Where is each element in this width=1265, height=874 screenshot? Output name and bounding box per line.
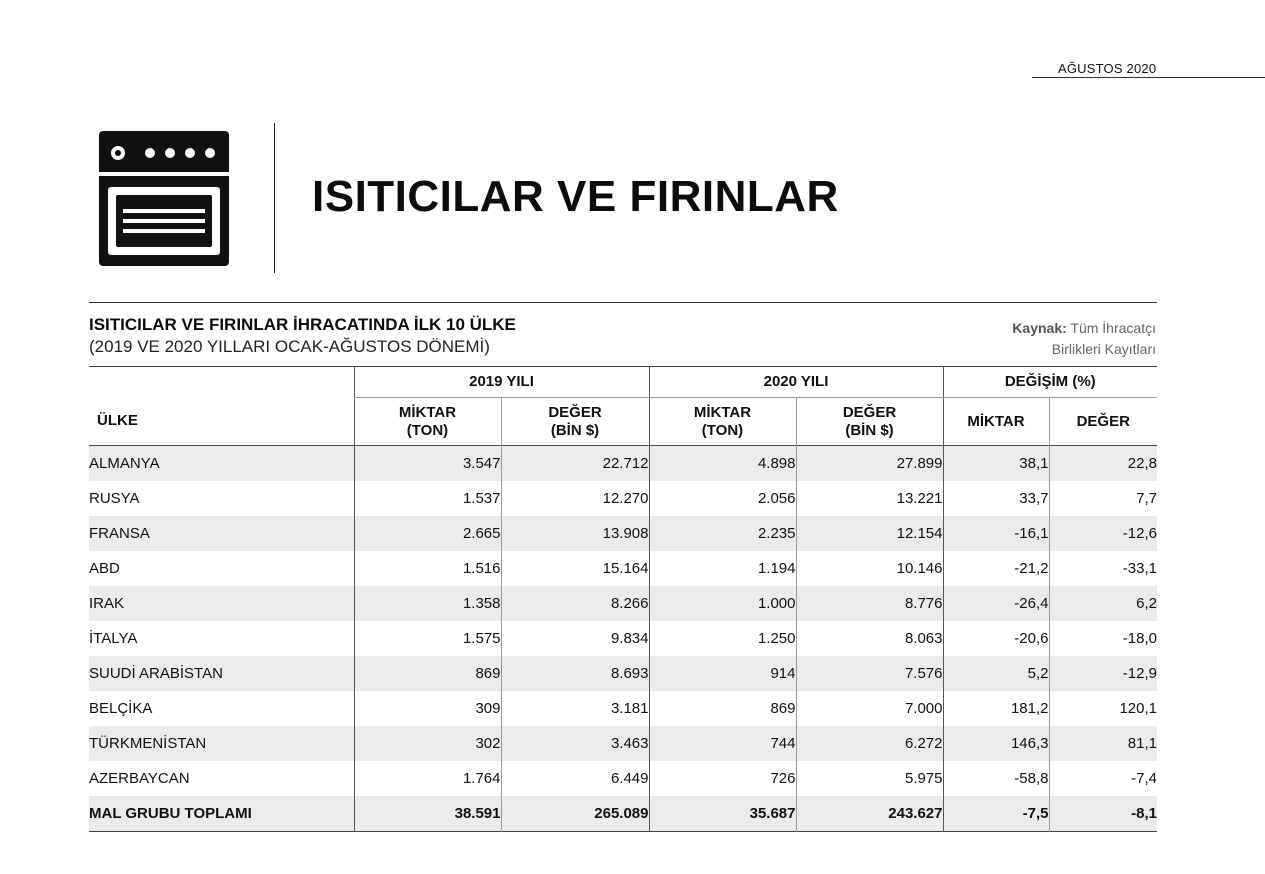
qty-2019-cell: 2.665 <box>354 516 501 551</box>
country-cell: İTALYA <box>89 630 138 647</box>
header-change-qty: MİKTAR <box>943 398 1049 446</box>
change-qty-cell: -7,5 <box>943 796 1049 832</box>
oven-icon <box>99 131 229 266</box>
change-qty-cell: 38,1 <box>943 446 1049 482</box>
country-cell: TÜRKMENİSTAN <box>89 726 354 761</box>
qty-2020-cell: 1.000 <box>649 586 796 621</box>
table-row <box>89 621 1157 656</box>
value-2019-cell: 12.270 <box>501 481 649 516</box>
table-row <box>89 726 1157 761</box>
table-period: (2019 VE 2020 YILLARI OCAK-AĞUSTOS DÖNEMİ) <box>89 337 490 356</box>
country-cell: FRANSA <box>89 516 354 551</box>
country-column-header: ÜLKE <box>97 412 138 429</box>
country-cell: ALMANYA <box>89 446 354 482</box>
table-row <box>89 551 1157 586</box>
qty-2020-cell: 726 <box>649 761 796 796</box>
value-2019-cell: 3.181 <box>501 691 649 726</box>
country-cell: RUSYA <box>89 490 140 507</box>
page-title: ISITICILAR VE FIRINLAR <box>312 172 839 221</box>
change-value-cell: 120,1 <box>1049 691 1157 726</box>
export-table <box>89 366 1157 832</box>
source-label: Kaynak: <box>1012 320 1067 336</box>
value-2020-cell: 8.776 <box>796 586 943 621</box>
value-2019-cell: 9.834 <box>501 621 649 656</box>
section-divider <box>89 302 1157 303</box>
qty-2019-cell: 302 <box>354 726 501 761</box>
title-divider <box>274 123 275 273</box>
change-qty-cell: 5,2 <box>943 656 1049 691</box>
qty-2019-cell: 1.575 <box>354 621 501 656</box>
change-qty-cell: 146,3 <box>943 726 1049 761</box>
value-2019-cell: 13.908 <box>501 516 649 551</box>
qty-2019-cell: 1.764 <box>354 761 501 796</box>
change-qty-cell: 181,2 <box>943 691 1049 726</box>
value-2020-cell: 27.899 <box>796 446 943 482</box>
change-qty-cell: 33,7 <box>943 481 1049 516</box>
group-header-change: DEĞİŞİM (%) <box>943 367 1157 398</box>
country-cell: MAL GRUBU TOPLAMI <box>89 796 354 832</box>
value-2020-cell: 7.000 <box>796 691 943 726</box>
qty-2020-cell: 2.056 <box>649 481 796 516</box>
source-note <box>1012 318 1156 360</box>
header-qty-2019: MİKTAR (TON) <box>354 398 501 446</box>
qty-2019-cell: 1.358 <box>354 586 501 621</box>
change-qty-cell: -26,4 <box>943 586 1049 621</box>
qty-2019-cell: 309 <box>354 691 501 726</box>
qty-2019-cell: 869 <box>354 656 501 691</box>
value-2020-cell: 12.154 <box>796 516 943 551</box>
value-2020-cell: 13.221 <box>796 481 943 516</box>
change-value-cell: 6,2 <box>1049 586 1157 621</box>
country-cell: SUUDİ ARABİSTAN <box>89 656 354 691</box>
page-date: AĞUSTOS 2020 <box>1058 61 1157 76</box>
table-row <box>89 761 1157 796</box>
change-value-cell: -33,1 <box>1049 551 1157 586</box>
value-2020-cell: 5.975 <box>796 761 943 796</box>
header-val-2019: DEĞER (BİN $) <box>501 398 649 446</box>
qty-2020-cell: 1.194 <box>649 551 796 586</box>
value-2019-cell: 8.693 <box>501 656 649 691</box>
value-2020-cell: 10.146 <box>796 551 943 586</box>
country-cell: AZERBAYCAN <box>89 770 190 787</box>
change-qty-cell: -16,1 <box>943 516 1049 551</box>
change-value-cell: -12,6 <box>1049 516 1157 551</box>
value-2020-cell: 6.272 <box>796 726 943 761</box>
change-value-cell: -8,1 <box>1049 796 1157 832</box>
qty-2020-cell: 2.235 <box>649 516 796 551</box>
table-row <box>89 516 1157 551</box>
table-row <box>89 446 1157 482</box>
change-qty-cell: -20,6 <box>943 621 1049 656</box>
value-2019-cell: 22.712 <box>501 446 649 482</box>
qty-2020-cell: 869 <box>649 691 796 726</box>
country-cell: ABD <box>89 560 120 577</box>
table-row <box>89 656 1157 691</box>
table-title: ISITICILAR VE FIRINLAR İHRACATINDA İLK 10 ÜLKE <box>89 315 516 334</box>
change-qty-cell: -58,8 <box>943 761 1049 796</box>
value-2020-cell: 243.627 <box>796 796 943 832</box>
table-total-row <box>89 796 1157 832</box>
change-value-cell: -18,0 <box>1049 621 1157 656</box>
country-cell: IRAK <box>89 586 354 621</box>
qty-2020-cell: 1.250 <box>649 621 796 656</box>
value-2019-cell: 265.089 <box>501 796 649 832</box>
source-line-2: Birlikleri Kayıtları <box>1051 341 1156 357</box>
qty-2019-cell: 38.591 <box>354 796 501 832</box>
group-header-2020: 2020 YILI <box>649 367 943 398</box>
change-value-cell: 81,1 <box>1049 726 1157 761</box>
source-line-1: Tüm İhracatçı <box>1070 320 1156 336</box>
table-row <box>89 586 1157 621</box>
country-cell: BELÇİKA <box>89 700 153 717</box>
qty-2020-cell: 744 <box>649 726 796 761</box>
qty-2020-cell: 4.898 <box>649 446 796 482</box>
change-value-cell: 7,7 <box>1049 481 1157 516</box>
table-row <box>89 481 1157 516</box>
change-value-cell: -12,9 <box>1049 656 1157 691</box>
value-2019-cell: 8.266 <box>501 586 649 621</box>
value-2020-cell: 7.576 <box>796 656 943 691</box>
qty-2019-cell: 1.516 <box>354 551 501 586</box>
qty-2019-cell: 3.547 <box>354 446 501 482</box>
change-qty-cell: -21,2 <box>943 551 1049 586</box>
value-2019-cell: 15.164 <box>501 551 649 586</box>
qty-2020-cell: 914 <box>649 656 796 691</box>
value-2020-cell: 8.063 <box>796 621 943 656</box>
qty-2019-cell: 1.537 <box>354 481 501 516</box>
header-qty-2020: MİKTAR (TON) <box>649 398 796 446</box>
value-2019-cell: 6.449 <box>501 761 649 796</box>
change-value-cell: -7,4 <box>1049 761 1157 796</box>
header-change-val: DEĞER <box>1049 398 1157 446</box>
header-val-2020: DEĞER (BİN $) <box>796 398 943 446</box>
group-header-2019: 2019 YILI <box>354 367 649 398</box>
qty-2020-cell: 35.687 <box>649 796 796 832</box>
table-row <box>89 691 1157 726</box>
change-value-cell: 22,8 <box>1049 446 1157 482</box>
value-2019-cell: 3.463 <box>501 726 649 761</box>
